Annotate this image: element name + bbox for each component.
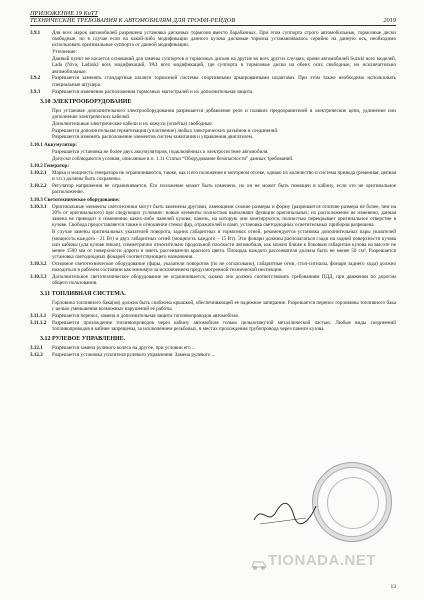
numbered-clause: [30, 261, 396, 273]
numbered-clause: [30, 274, 396, 286]
page-header: [30, 17, 396, 26]
paragraph: Разрешается дополнительная герметизация (уплотнение) любых электрических разъёмов и соединений.: [52, 127, 279, 134]
numbered-clause: [30, 30, 396, 49]
paragraph: При установке дополнительного электрооборудования разрешается добавление реле и плавких предохранителей в электрические цепи, удлинение или дополнение электрических кабелей.: [52, 107, 396, 121]
subsection-heading: 3.10.2 Генератор:: [30, 163, 70, 170]
section-heading: 3.12 РУЛЕВОЕ УПРАВЛЕНИЕ.: [40, 336, 126, 343]
paragraph: Горловина топливного бака(ов) должна быть снабжена крышкой, обеспечивающей ее надежное запирание. Разрешается перенос горловины топливного бака с целью уменьшения возможных нарушений её работы.: [52, 299, 396, 312]
document-body: [30, 30, 396, 358]
clause-text: Марка и мощность генератора не ограничиваются, также, как и его положение в моторном отсеке, однако их количество и система привода (ременная, цепная и т.п.) должны быть сохранены.: [52, 170, 396, 183]
official-stamp: [312, 462, 392, 542]
clause-text: Разрешается замена рулевого колеса на другое, при условии его ...: [52, 345, 196, 352]
clause-text: Для всех марок автомобилей разрешена установка дисковых тормозов вместо барабанных. При этом суппорта строго автомобильные, тормозные диски свободные, но в случае если на какой-либо модификации данного кузова дисковые тормоза устанавливались серийно на данную ось, необходимо использовать оригинальные суппорта от данной модификации.: [52, 30, 396, 49]
section-heading: 3.10 ЭЛЕКТРООБОРУДОВАНИЕ: [40, 98, 132, 105]
doc-year: 2019: [383, 17, 396, 24]
clause-text: Разрешается изменение расположения тормозных магистралей и их дополнительная защита.: [52, 88, 254, 95]
paragraph: Дополнительные электрические кабели и их кожухи (оплётка) свободные.: [52, 120, 213, 127]
paragraph: Данный пункт не касается оснований для замены суппортов и тормозных дисков на другие во всех других случаях, кроме автомобилей Suzuki всех моделей, Lada (Niva, Ladaxk) всех модификаций, УАЗ всех модификаций, где суппорта и тормозные диски на обеих осях свободные, но исключительно автомобильные.: [52, 56, 396, 75]
watermark-car-icon: [250, 556, 268, 572]
clause-number: 3.10.2.1: [30, 170, 47, 177]
clause-text: Разрешается установка усилителя рулевого управления. Замена рулевого ...: [52, 352, 216, 359]
clause-number: 3.9.3: [30, 88, 41, 95]
paragraph: Разрешается изменять расположение элементов систем зажигания и управления двигателем.: [52, 134, 254, 141]
numbered-clause: [30, 170, 396, 182]
numbered-clause: [30, 89, 396, 95]
clause-text: Оригинальные элементы светотехники могут быть заменены другими, имеющими схожие размеры и форму (разрешается отличие размера не более, чем на 20% от оригинального) при следующих условиях: новые элементы полностью выполняют функции оригинальных; их расположение не изменено; данная замена не приводит к изменению каких-либо панелей кузова; панель, на которую они монтируются, полностью перекрывает оригинальное отверстие в кузове. Свобода предоставляется также в отношении стекол фар, отражателей и ламп, установка светодиодных осветительных приборов разрешена.: [52, 203, 396, 229]
clause-number: 3.12.2: [30, 352, 43, 359]
clause-number: 3.9.1: [30, 30, 41, 36]
doc-title: ТЕХНИЧЕСКИЕ ТРЕБОВАНИЯ К АВТОМОБИЛЯМ ДЛЯ ТРОФИ-РЕЙДОВ: [30, 17, 236, 24]
paragraph: Уточнение:: [52, 49, 77, 56]
subsection-heading: 3.10.3 Светотехническое оборудование:: [30, 197, 120, 204]
clause-text: Разрешается прохождение топливопроводов через кабину автомобиля только цельнотянутой металлической частью. Любые виды соединений топливопроводов в кабине запрещены, за исключением резьбовых, в местах прохождения трубопровода через панели кузова.: [52, 319, 396, 332]
clause-number: 3.10.2.2: [30, 183, 47, 190]
clause-text: Разрешается перенос, замена и дополнительная защита топливопроводов автомобиля.: [52, 312, 239, 319]
subsection-heading: 3.10.1 Аккумулятор:: [30, 142, 77, 149]
section-heading: 3.11 ТОПЛИВНАЯ СИСТЕМА.: [40, 290, 126, 297]
clause-text: Основное светотехническое оборудование (фары, указатели поворотов (по не согласовано), габаритные огни, стоп-сигналы, фонари заднего хода) должно находиться в рабочем состоянии как минимум за исключением предусмотренной технической инспекции.: [52, 261, 396, 274]
paragraph: Допуски соблюдаются условия, описанные в п. 1.11 Статьи “Оборудование безопасности” данных требований.: [52, 155, 294, 162]
numbered-clause: [30, 313, 396, 319]
clause-number: 3.11.1.2: [30, 319, 47, 326]
numbered-clause: [30, 345, 396, 351]
clause-number: 3.12.1: [30, 345, 43, 352]
clause-number: 3.10.3.3: [30, 274, 47, 281]
clause-number: 3.10.3.2: [30, 261, 47, 268]
numbered-clause: [30, 320, 396, 332]
numbered-clause: [30, 352, 396, 358]
numbered-clause: [30, 204, 396, 229]
clause-number: 3.10.3.1: [30, 203, 47, 210]
clause-text: Дополнительное светотехническое оборудование не ограничивается, однако оно должно соответствовать требованиям ПДД, при движении по дорогам общего пользования.: [52, 274, 396, 287]
paragraph: Разрешается установка не более двух аккумуляторов, подключённых к электросистеме автомобиля.: [52, 148, 269, 155]
clause-text: Регулятор напряжения не ограничивается. Его положение может быть изменено, но он не может быть помещен в кабину, если это не оригинальное расположение.: [52, 183, 396, 196]
watermark: TIONADA.NET: [268, 552, 376, 569]
signature: [250, 498, 320, 528]
numbered-clause: [30, 75, 396, 87]
clause-number: 3.9.2: [30, 75, 41, 82]
appendix-label: ПРИЛОЖЕНИЕ 19 КиТТ: [30, 10, 98, 17]
clause-text: Разрешается заменять стандартные шланги тормозной системы спортивными армированными шлангами. При этом также необходимо использовать специальные штуцера.: [52, 75, 396, 88]
paragraph: В случае замены оригинальных указателей поворота, задних габаритных и тормозных огней, рекомендуется установка дополнительных пары указателей (мощность каждого - 21 Вт) и двух габаритных огней (мощность каждого – 15 Вт). Эти фонари должны располагаться сзади на задней поверхности кузова или кабины (для кузове пикап), симметрично относительно продольной плоскости автомобиля, как можно ближе к боковым габаритам кузова на высоте не менее 1500 мм от поверхности дороги и иметь рассеиватели красного цвета. Площадь каждого рассеивателя должна быть не менее 50 см². Разрешается установка светодиодных фонарей соответствующего назначения.: [52, 229, 396, 261]
page-number: 13: [390, 583, 396, 590]
numbered-clause: [30, 183, 396, 195]
clause-number: 3.11.1.1: [30, 312, 47, 319]
